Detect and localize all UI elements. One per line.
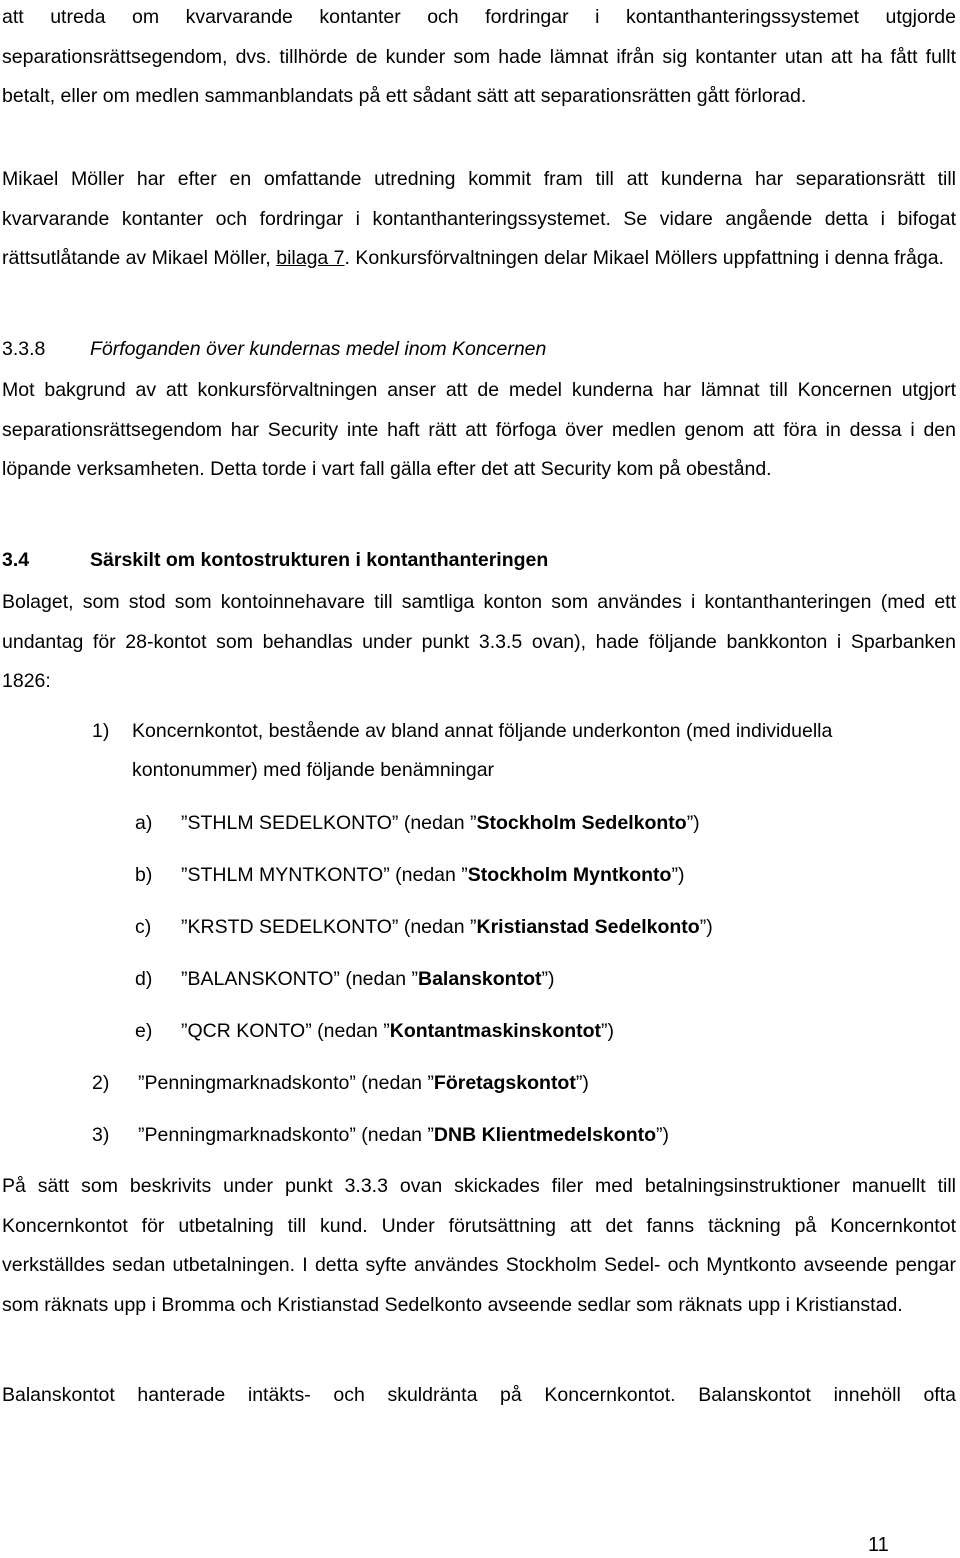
page-number: 11 — [868, 1534, 889, 1556]
list-item-close: ”) — [575, 1072, 589, 1094]
sub-list-item-text: ”KRSTD SEDELKONTO” (nedan ” — [181, 916, 477, 938]
section-title: Förfoganden över kundernas medel inom Koncernen — [90, 338, 547, 360]
list-item-text: ”Penningmarknadskonto” (nedan ” — [138, 1072, 434, 1094]
sub-list-item-close: ”) — [541, 968, 555, 990]
sub-list-item-text: ”STHLM MYNTKONTO” (nedan ” — [181, 864, 468, 886]
list-item-label: 1) — [92, 720, 110, 742]
sub-list-item-defined-term: Stockholm Myntkonto — [467, 864, 672, 886]
sub-list-item-close: ”) — [671, 864, 685, 886]
sub-list-item — [135, 960, 555, 1000]
sub-list-item — [135, 804, 700, 844]
paragraph-mikael-moller-text: Mikael Möller har efter en omfattande utredning kommit fram till att kunderna har separationsrätt till kvarvarande kontanter och fordringar i kontanthanteringssystemet. Se vidare angående detta i bifogat rättsutlåtande av Mikael Möller, — [2, 168, 956, 269]
list-item-close: ”) — [656, 1124, 670, 1146]
list-item-text-continued: kontonummer) med följande benämningar — [132, 759, 495, 781]
sub-list-item — [135, 856, 684, 896]
sub-list-item-text: ”STHLM SEDELKONTO” (nedan ” — [181, 812, 477, 834]
sub-list-item-defined-term: Balanskontot — [417, 968, 542, 990]
paragraph-kontostruktur-text: Bolaget, som stod som kontoinnehavare till samtliga konton som användes i kontanthanteringen (med ett undantag för 28-kontot som behandlas under punkt 3.3.5 ovan), hade följande bankkonton i Sparbanken 1826: — [2, 591, 956, 692]
list-item-label: 3) — [92, 1124, 110, 1146]
sub-list-item-text: ”BALANSKONTO” (nedan ” — [181, 968, 418, 990]
bilaga-7-link[interactable]: bilaga 7 — [276, 247, 345, 269]
sub-list-item-label: d) — [135, 968, 153, 990]
list-item-koncernkontot — [92, 712, 833, 781]
sub-list-item-label: b) — [135, 864, 153, 886]
sub-list-item-close: ”) — [601, 1020, 615, 1042]
sub-list-item-text: ”QCR KONTO” (nedan ” — [181, 1020, 390, 1042]
paragraph-intro — [2, 0, 956, 117]
sub-list-item-label: c) — [135, 916, 152, 938]
paragraph-mikael-moller-text-end: . Konkursförvaltningen delar Mikael Möllers uppfattning i denna fråga. — [344, 247, 944, 269]
list-item-text: Koncernkontot, bestående av bland annat följande underkonton (med individuella — [132, 720, 833, 742]
paragraph-kontostruktur — [2, 583, 956, 702]
sub-list-item-close: ”) — [686, 812, 700, 834]
list-item-defined-term: DNB Klientmedelskonto — [433, 1124, 657, 1146]
section-title: Särskilt om kontostrukturen i kontanthanteringen — [90, 549, 549, 571]
list-item-label: 2) — [92, 1072, 110, 1094]
paragraph-balanskontot-text: Balanskontot hanterade intäkts- och skuldränta på Koncernkontot. Balanskontot innehöll ofta — [2, 1384, 956, 1406]
paragraph-forfoganden — [2, 371, 956, 490]
sub-list-item-defined-term: Kristianstad Sedelkonto — [476, 916, 700, 938]
section-number: 3.3.8 — [2, 338, 46, 360]
list-item-foretagskontot — [92, 1064, 589, 1104]
list-item-text: ”Penningmarknadskonto” (nedan ” — [138, 1124, 434, 1146]
section-number: 3.4 — [2, 549, 30, 571]
section-heading-3-3-8 — [2, 330, 956, 369]
sub-list-item-defined-term: Kontantmaskinskontot — [389, 1020, 602, 1042]
sub-list-item-close: ”) — [699, 916, 713, 938]
list-item-dnb-klientmedelskonto — [92, 1116, 669, 1156]
paragraph-mikael-moller — [2, 160, 956, 279]
paragraph-forfoganden-text: Mot bakgrund av att konkursförvaltningen anser att de medel kunderna har lämnat till Koncernen utgjort separationsrättsegendom har Security inte haft rätt att förfoga över medlen genom att föra in dessa i den löpande verksamheten. Detta torde i vart fall gälla efter det att Security kom på obestånd. — [2, 379, 956, 480]
paragraph-betalningsinstruktioner-text: På sätt som beskrivits under punkt 3.3.3 ovan skickades filer med betalningsinstruktioner manuellt till Koncernkontot för utbetalning till kund. Under förutsättning att det fanns täckning på Koncernkontot verkställdes sedan utbetalningen. I detta syfte användes Stockholm Sedel- och Myntkonto avseende pengar som räknats upp i Bromma och Kristianstad Sedelkonto avseende sedlar som räknats upp i Kristianstad. — [2, 1175, 956, 1316]
sub-list-item-defined-term: Stockholm Sedelkonto — [476, 812, 687, 834]
paragraph-balanskontot — [2, 1376, 956, 1416]
sub-list-item-label: a) — [135, 812, 153, 834]
sub-list-item-label: e) — [135, 1020, 153, 1042]
section-heading-3-4 — [2, 541, 956, 580]
list-item-defined-term: Företagskontot — [433, 1072, 576, 1094]
paragraph-betalningsinstruktioner — [2, 1167, 956, 1325]
sub-list-item — [135, 1012, 614, 1052]
sub-list-item — [135, 908, 713, 948]
paragraph-intro-text: att utreda om kvarvarande kontanter och fordringar i kontanthanteringssystemet utgjorde separationsrättsegendom, dvs. tillhörde de kunder som hade lämnat ifrån sig kontanter utan att ha fått fullt betalt, eller om medlen sammanblandats på ett sådant sätt att separationsrätten gått förlorad. — [2, 6, 956, 107]
